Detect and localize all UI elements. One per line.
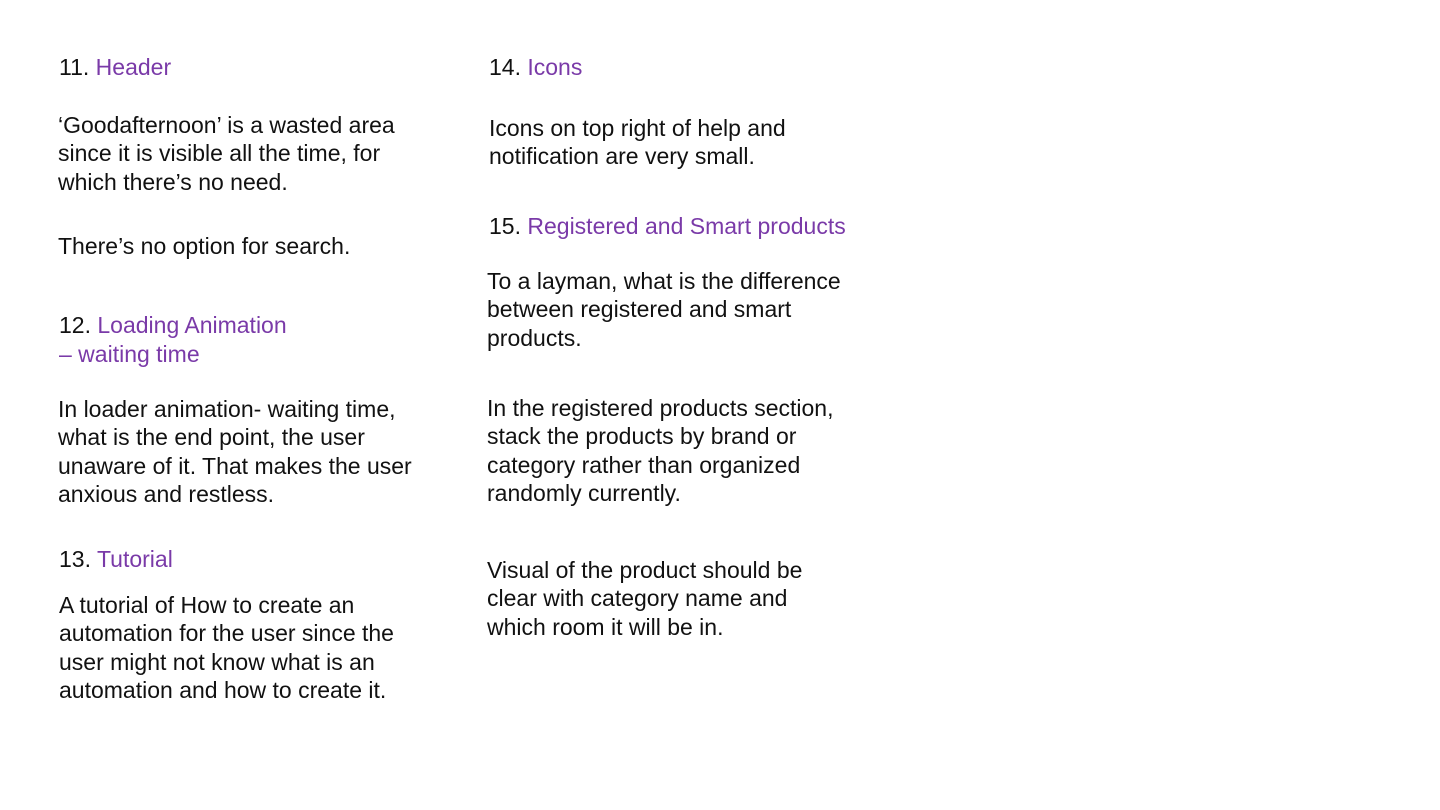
section-11-paragraph-1: ‘Goodafternoon’ is a wasted area since it is visible all the time, for which there’s no need. [58,112,395,195]
section-14-paragraph-1: Icons on top right of help and notification are very small. [489,115,786,170]
section-12-paragraph-1: In loader animation- waiting time, what is the end point, the user unaware of it. That makes the user anxious and restless. [58,396,412,507]
section-13-paragraph-1: A tutorial of How to create an automation for the user since the user might not know what is an automation and how to create it. [59,592,394,703]
section-11-paragraph-2: There’s no option for search. [58,233,351,259]
section-title: Registered and Smart products [527,213,846,239]
section-15-paragraph-3: Visual of the product should be clear with category name and which room it will be in. [487,557,803,640]
section-13-heading [59,545,173,574]
section-12-heading [59,311,287,369]
section-15-heading [489,212,846,241]
section-14-heading [489,53,582,82]
section-title: Tutorial [96,546,173,572]
section-title: Loading Animation [97,312,287,338]
section-number: 15. [489,213,521,239]
section-number: 12. [59,312,91,338]
section-title: Header [95,54,172,80]
section-number: 11. [59,54,90,80]
section-number: 14. [489,54,521,80]
section-title-line2: – waiting time [59,341,200,367]
section-15-paragraph-2: In the registered products section, stack the products by brand or category rather than organized randomly currently. [487,395,834,506]
section-15-paragraph-1: To a layman, what is the difference between registered and smart products. [487,268,841,351]
section-11-heading [59,53,171,82]
section-number: 13. [59,546,91,572]
section-title: Icons [527,54,583,80]
